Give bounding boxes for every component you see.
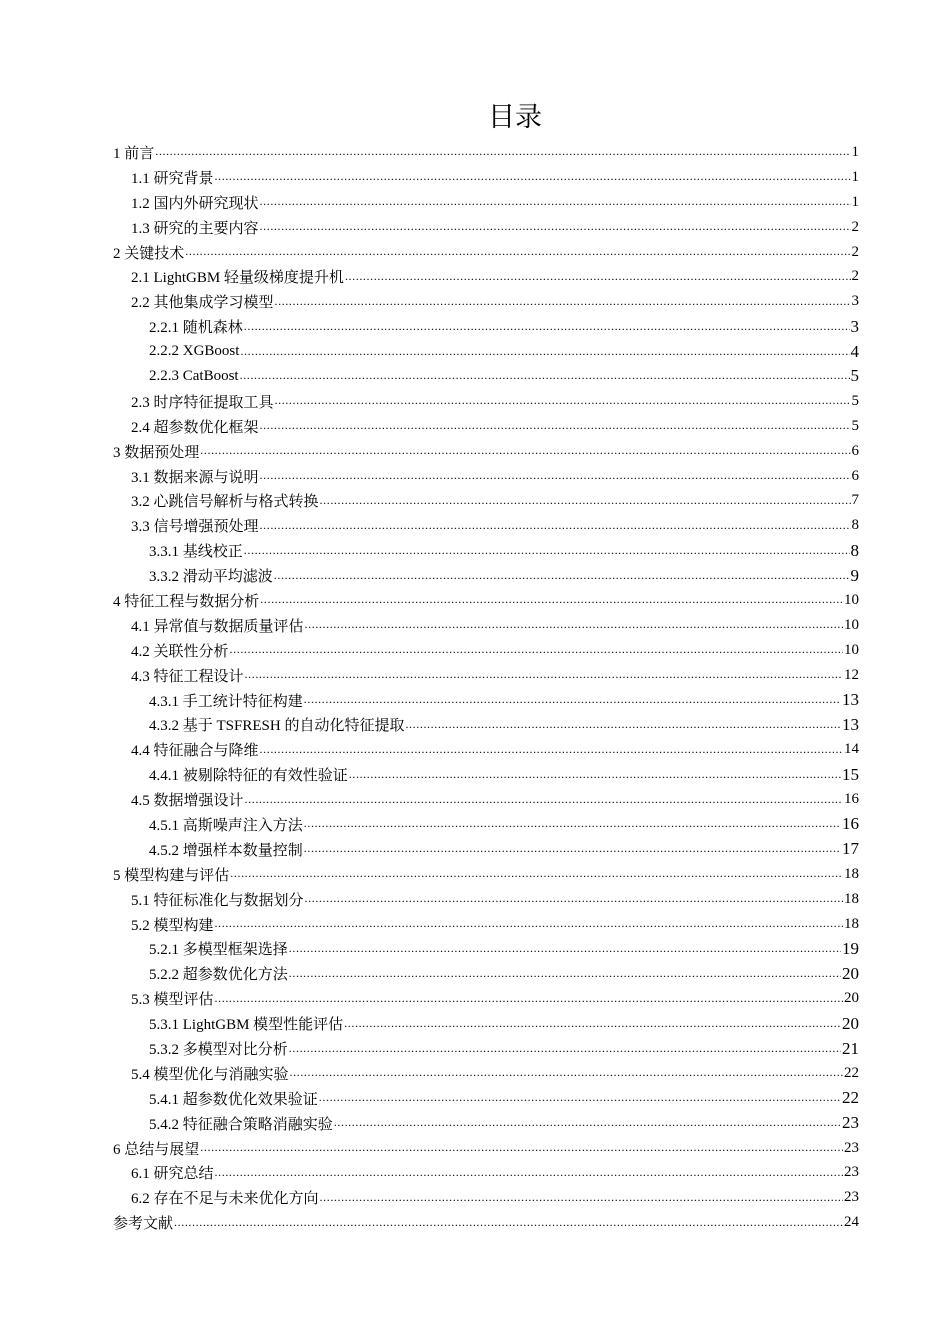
toc-entry-title: 1 前言 <box>113 145 155 162</box>
toc-entry-title: 4.3.1 手工统计特征构建 <box>149 693 303 710</box>
toc-entry[interactable] <box>113 513 859 538</box>
toc-entry-title: 2.2.2 XGBoost <box>149 343 240 360</box>
toc-entry-title: 5.3 模型评估 <box>131 992 214 1009</box>
toc-entry[interactable] <box>113 1061 859 1086</box>
toc-entry[interactable] <box>113 1011 859 1036</box>
toc-entry[interactable] <box>113 862 859 887</box>
toc-entry-title: 5.3.1 LightGBM 模型性能评估 <box>149 1017 344 1034</box>
toc-entry-title: 4.1 异常值与数据质量评估 <box>131 618 304 635</box>
toc-page-number: 18 <box>844 890 859 907</box>
toc-entry-title: 5.2.2 超参数优化方法 <box>149 967 288 984</box>
toc-page-number: 22 <box>844 1064 859 1081</box>
toc-dot-leader <box>200 1139 843 1157</box>
toc-entry-title: 2.2.1 随机森林 <box>149 320 243 337</box>
toc-entry[interactable] <box>113 688 859 713</box>
toc-entry[interactable] <box>113 837 859 862</box>
toc-page-number: 6 <box>851 467 859 484</box>
toc-dot-leader <box>244 318 850 336</box>
toc-dot-leader <box>319 1089 841 1107</box>
toc-entry-title: 1.2 国内外研究现状 <box>131 195 259 212</box>
toc-entry[interactable] <box>113 140 859 165</box>
toc-page-number: 17 <box>842 839 859 859</box>
toc-page-number: 23 <box>842 1113 859 1133</box>
toc-dot-leader <box>240 343 849 361</box>
toc-entry-title: 5.2.1 多模型框架选择 <box>149 942 288 959</box>
toc-entry-title: 2.1 LightGBM 轻量级梯度提升机 <box>131 270 344 287</box>
toc-entry[interactable] <box>113 464 859 489</box>
toc-page-number: 20 <box>842 1013 859 1033</box>
toc-entry[interactable] <box>113 937 859 962</box>
toc-entry-title: 2.4 超参数优化框架 <box>131 419 259 436</box>
toc-entry[interactable] <box>113 165 859 190</box>
toc-entry[interactable] <box>113 1111 859 1136</box>
toc-entry[interactable] <box>113 787 859 812</box>
toc-dot-leader <box>200 442 850 460</box>
toc-entry-title: 4.5.2 增强样本数量控制 <box>149 842 303 859</box>
toc-dot-leader <box>349 766 841 784</box>
toc-page-number: 16 <box>842 814 859 834</box>
toc-entry[interactable] <box>113 488 859 513</box>
toc-page-number: 22 <box>842 1088 859 1108</box>
toc-entry-title: 4.5.1 高斯噪声注入方法 <box>149 817 303 834</box>
toc-entry[interactable] <box>113 389 859 414</box>
toc-entry-title: 5.4.1 超参数优化效果验证 <box>149 1091 318 1108</box>
toc-page-number: 13 <box>842 714 859 734</box>
toc-entry-title: 2.2.3 CatBoost <box>149 367 239 384</box>
toc-page-number: 16 <box>844 791 859 808</box>
toc-page-number: 13 <box>842 690 859 710</box>
toc-dot-leader <box>185 243 850 261</box>
toc-page-number: 1 <box>851 168 859 185</box>
toc-page-number: 24 <box>844 1214 859 1231</box>
toc-entry-title: 3 数据预处理 <box>113 444 200 461</box>
toc-entry-title: 4 特征工程与数据分析 <box>113 593 260 610</box>
toc-entry-title: 1.1 研究背景 <box>131 170 214 187</box>
toc-page-number: 5 <box>850 366 859 386</box>
toc-entry[interactable] <box>113 563 859 588</box>
toc-dot-leader <box>260 193 851 211</box>
toc-page-number: 18 <box>844 865 859 882</box>
toc-page-number: 10 <box>844 641 859 658</box>
toc-entry[interactable] <box>113 712 859 737</box>
toc-dot-leader <box>230 865 843 883</box>
toc-entry[interactable] <box>113 339 859 364</box>
toc-dot-leader <box>289 965 841 983</box>
toc-page-number: 2 <box>851 218 859 235</box>
toc-entry[interactable] <box>113 663 859 688</box>
toc-entry-title: 2 关键技术 <box>113 245 185 262</box>
page-title: 目录 <box>488 102 542 133</box>
toc-entry[interactable] <box>113 439 859 464</box>
toc-entry-title: 3.1 数据来源与说明 <box>131 469 259 486</box>
toc-entry[interactable] <box>113 912 859 937</box>
toc-page-number: 10 <box>844 591 859 608</box>
toc-entry[interactable] <box>113 538 859 563</box>
toc-entry[interactable] <box>113 1136 859 1161</box>
toc-page-number: 3 <box>850 316 859 336</box>
toc-page-number: 23 <box>844 1189 859 1206</box>
toc-page-number: 9 <box>850 565 859 585</box>
toc-dot-leader <box>240 367 850 385</box>
toc-entry-title: 5.1 特征标准化与数据划分 <box>131 892 304 909</box>
toc-entry-title: 6.1 研究总结 <box>131 1166 214 1183</box>
toc-entry-title: 4.4 特征融合与降维 <box>131 743 259 760</box>
toc-entry[interactable] <box>113 190 859 215</box>
toc-page-number: 8 <box>851 517 859 534</box>
toc-entry[interactable] <box>113 961 859 986</box>
toc-dot-leader <box>275 293 851 311</box>
toc-entry-title: 6 总结与展望 <box>113 1141 200 1158</box>
toc-entry[interactable] <box>113 737 859 762</box>
toc-page-number: 2 <box>851 268 859 285</box>
toc-entry-title: 3.3 信号增强预处理 <box>131 519 259 536</box>
toc-entry-title: 2.2 其他集成学习模型 <box>131 295 274 312</box>
toc-entry[interactable] <box>113 812 859 837</box>
toc-dot-leader <box>174 1214 843 1232</box>
toc-page-number: 5 <box>851 392 859 409</box>
table-of-contents <box>113 140 859 1235</box>
toc-page-number: 23 <box>844 1139 859 1156</box>
toc-page-number: 1 <box>851 193 859 210</box>
toc-page-number: 1 <box>851 143 859 160</box>
toc-dot-leader <box>215 915 843 933</box>
toc-dot-leader <box>260 517 851 535</box>
toc-dot-leader <box>260 467 851 485</box>
toc-dot-leader <box>215 990 843 1008</box>
toc-entry[interactable] <box>113 1161 859 1186</box>
toc-dot-leader <box>230 641 843 659</box>
toc-entry-title: 1.3 研究的主要内容 <box>131 220 259 237</box>
toc-entry[interactable] <box>113 240 859 265</box>
toc-entry-title: 4.3 特征工程设计 <box>131 668 244 685</box>
toc-page-number: 12 <box>844 666 859 683</box>
toc-entry[interactable] <box>113 986 859 1011</box>
toc-dot-leader <box>405 716 841 734</box>
toc-page-number: 20 <box>844 990 859 1007</box>
toc-entry[interactable] <box>113 588 859 613</box>
toc-page-number: 10 <box>844 616 859 633</box>
toc-page-number: 15 <box>842 764 859 784</box>
toc-page-number: 6 <box>851 442 859 459</box>
toc-entry[interactable] <box>113 289 859 314</box>
toc-page-number: 5 <box>851 417 859 434</box>
toc-dot-leader <box>275 392 851 410</box>
toc-dot-leader <box>289 940 841 958</box>
toc-entry-title: 5 模型构建与评估 <box>113 867 230 884</box>
toc-entry[interactable] <box>113 215 859 240</box>
toc-dot-leader <box>215 168 851 186</box>
toc-dot-leader <box>245 791 843 809</box>
toc-dot-leader <box>260 218 851 236</box>
toc-entry[interactable] <box>113 364 859 389</box>
toc-dot-leader <box>215 1164 843 1182</box>
toc-dot-leader <box>260 417 851 435</box>
toc-entry[interactable] <box>113 1036 859 1061</box>
toc-entry-title: 5.4 模型优化与消融实验 <box>131 1066 289 1083</box>
toc-page-number: 21 <box>842 1038 859 1058</box>
toc-dot-leader <box>155 143 850 161</box>
toc-dot-leader <box>260 741 843 759</box>
toc-entry-title: 4.5 数据增强设计 <box>131 793 244 810</box>
toc-entry[interactable] <box>113 762 859 787</box>
toc-entry[interactable] <box>113 264 859 289</box>
toc-page-number: 14 <box>844 741 859 758</box>
toc-page-number: 23 <box>844 1164 859 1181</box>
toc-dot-leader <box>334 1114 841 1132</box>
toc-entry-title: 4.3.2 基于 TSFRESH 的自动化特征提取 <box>149 718 405 735</box>
toc-dot-leader <box>274 567 850 585</box>
toc-entry[interactable] <box>113 1185 859 1210</box>
toc-entry-title: 3.3.2 滑动平均滤波 <box>149 569 273 586</box>
toc-entry-title: 6.2 存在不足与未来优化方向 <box>131 1191 319 1208</box>
toc-dot-leader <box>305 890 843 908</box>
toc-entry-title: 2.3 时序特征提取工具 <box>131 394 274 411</box>
toc-entry-title: 3.3.1 基线校正 <box>149 544 243 561</box>
toc-entry-title: 5.2 模型构建 <box>131 917 214 934</box>
toc-entry[interactable] <box>113 887 859 912</box>
toc-page-number: 19 <box>842 938 859 958</box>
toc-entry[interactable] <box>113 613 859 638</box>
toc-entry[interactable] <box>113 1210 859 1235</box>
toc-entry-title: 参考文献 <box>113 1216 174 1233</box>
toc-dot-leader <box>345 268 851 286</box>
toc-entry[interactable] <box>113 314 859 339</box>
toc-dot-leader <box>244 542 850 560</box>
toc-dot-leader <box>304 691 841 709</box>
toc-page-number: 7 <box>851 492 859 509</box>
toc-dot-leader <box>344 1015 841 1033</box>
toc-entry[interactable] <box>113 638 859 663</box>
toc-entry[interactable] <box>113 1086 859 1111</box>
toc-dot-leader <box>320 492 851 510</box>
toc-entry-title: 4.4.1 被剔除特征的有效性验证 <box>149 768 348 785</box>
toc-page-number: 2 <box>851 243 859 260</box>
toc-entry-title: 4.2 关联性分析 <box>131 643 229 660</box>
toc-dot-leader <box>320 1189 843 1207</box>
toc-dot-leader <box>304 840 841 858</box>
toc-page-number: 20 <box>842 963 859 983</box>
toc-page-number: 4 <box>850 341 859 361</box>
toc-dot-leader <box>245 666 843 684</box>
toc-page-number: 8 <box>850 540 859 560</box>
toc-dot-leader <box>290 1064 843 1082</box>
toc-page-number: 18 <box>844 915 859 932</box>
toc-dot-leader <box>289 1040 841 1058</box>
toc-entry-title: 5.3.2 多模型对比分析 <box>149 1042 288 1058</box>
toc-dot-leader <box>260 591 843 609</box>
toc-dot-leader <box>304 815 841 833</box>
toc-page-number: 3 <box>851 293 859 310</box>
toc-dot-leader <box>305 616 843 634</box>
toc-entry-title: 3.2 心跳信号解析与格式转换 <box>131 494 319 511</box>
toc-entry-title: 5.4.2 特征融合策略消融实验 <box>149 1116 333 1133</box>
toc-entry[interactable] <box>113 414 859 439</box>
